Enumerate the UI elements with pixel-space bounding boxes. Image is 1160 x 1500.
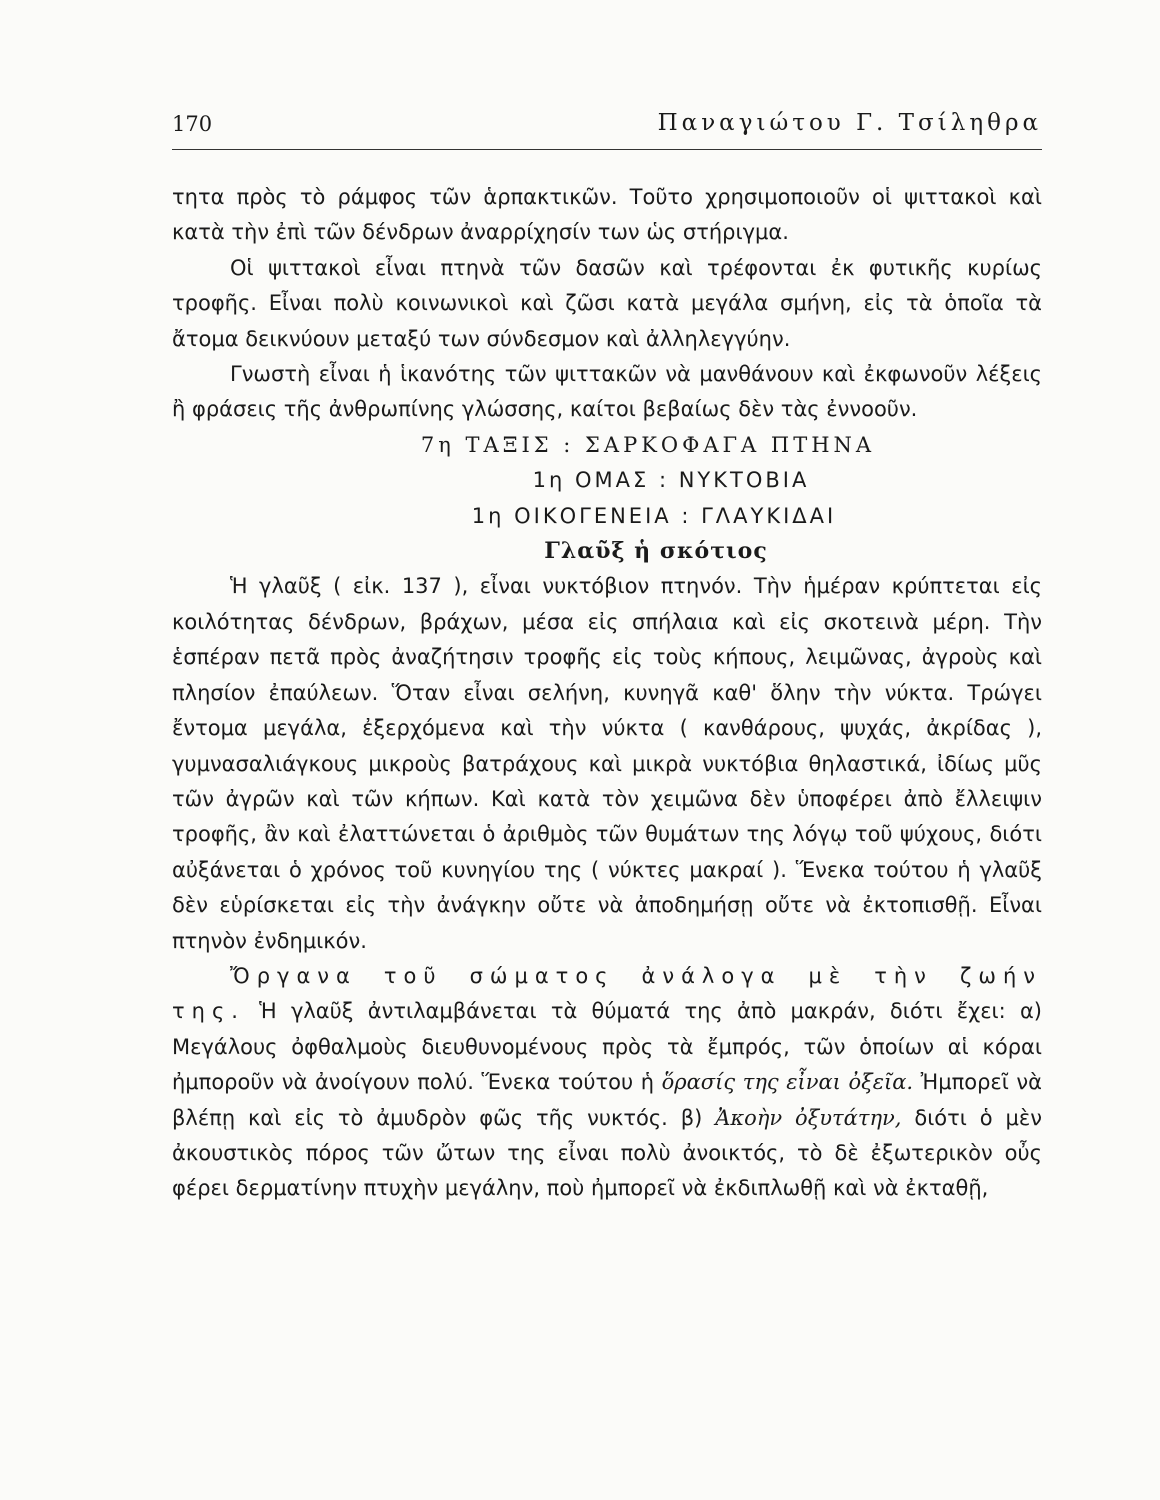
paragraph-parrot-habitat: Οἱ ψιττακοὶ εἶναι πτηνὰ τῶν δασῶν καὶ τρέφονται ἐκ φυτικῆς κυρίως τροφῆς. Εἶναι πολὺ κοινωνικοὶ καὶ ζῶσι κατὰ μεγάλα σμήνη, εἰς τὰ ὁποῖα τὰ ἄτομα δεικνύουν μεταξύ των σύνδεσμον καὶ ἀλληλεγγύην. (172, 255, 1042, 351)
owl-organs-italic-vision: ὅρασίς της εἶναι ὀξεῖα. (661, 1070, 914, 1095)
heading-species: Γλαῦξ ἡ σκότιος (544, 538, 768, 565)
page-header (172, 112, 1042, 148)
paragraph-parrot-beak: τητα πρὸς τὸ ράμφος τῶν ἁρπακτικῶν. Τοῦτο χρησιμοποιοῦν οἱ ψιττακοὶ καὶ κατὰ τὴν ἐπὶ τῶν δένδρων ἀναρρίχησίν των ὡς στήριγμα. (172, 185, 1042, 245)
paragraph-owl-organs (172, 959, 1042, 1207)
heading-family: 1η ΟΙΚΟΓΕΝΕΙΑ : ΓΛΑΥΚΙΔΑΙ (471, 503, 837, 528)
paragraph-parrot-speech: Γνωστὴ εἶναι ἡ ἱκανότης τῶν ψιττακῶν νὰ μανθάνουν καὶ ἐκφωνοῦν λέξεις ἢ φράσεις τῆς ἀνθρωπίνης γλώσσης, καίτοι βεβαίως δὲν τὰς ἐννοοῦν. (172, 362, 1042, 422)
owl-organs-text-c: διότι ὁ μὲν ἀκουστικὸς πόρος τῶν ὤτων της εἶναι πολὺ ἀνοικτός, τὸ δὲ ἐξωτερικὸν οὖς φέρει δερματίνην πτυχὴν μεγάλην, ποὺ ἠμπορεῖ νὰ ἐκδιπλωθῇ καὶ νὰ ἐκταθῇ, (172, 1105, 1042, 1201)
body-text (172, 180, 1042, 1207)
running-head: Παναγιώτου Γ. Τσίληθρα (657, 110, 1042, 136)
paragraph-owl-behaviour: Ἡ γλαῦξ ( εἰκ. 137 ), εἶναι νυκτόβιον πτηνόν. Τὴν ἡμέραν κρύπτεται εἰς κοιλότητας δένδρων, βράχων, μέσα εἰς σπήλαια καὶ εἰς σκοτεινὰ μέρη. Τὴν ἑσπέραν πετᾶ πρὸς ἀναζήτησιν τροφῆς εἰς τοὺς κήπους, λειμῶνας, ἀγροὺς καὶ πλησίον ἐπαύλεων. Ὅταν εἶναι σελήνη, κυνηγᾶ καθ' ὅλην τὴν νύκτα. Τρώγει ἔντομα μεγάλα, ἐξερχόμενα καὶ τὴν νύκτα ( κανθάρους, ψυχάς, ἀκρίδας ), γυμνασαλιάγκους μικροὺς βατράχους καὶ μικρὰ νυκτόβια θηλαστικά, ἰδίως μῦς τῶν ἀγρῶν καὶ τῶν κήπων. Καὶ κατὰ τὸν χειμῶνα δὲν ὑποφέρει ἀπὸ ἔλλειψιν τροφῆς, ἂν καὶ ἐλαττώνεται ὁ ἀριθμὸς τῶν θυμάτων της λόγῳ τοῦ ψύχους, διότι αὐξάνεται ὁ χρόνος τοῦ κυνηγίου της ( νύκτες μακραί ). Ἕνεκα τούτου ἡ γλαῦξ δὲν εὑρίσκεται εἰς τὴν ἀνάγκην οὔτε νὰ ἀποδημήσῃ οὔτε νὰ ἐκτοπισθῇ. Εἶναι πτηνὸν ἐνδημικόν. (172, 574, 1042, 953)
heading-order: 7η ΤΑΞΙΣ : ΣΑΡΚΟΦΑΓΑ ΠΤΗΝΑ (420, 432, 876, 457)
page-number: 170 (172, 112, 213, 136)
heading-group: 1η ΟΜΑΣ : ΝΥΚΤΟΒΙΑ (532, 468, 810, 493)
header-divider (172, 149, 1042, 150)
owl-organs-title: Ὄργανα τοῦ σώματος ἀνάλογα μὲ τὴν ζωήν της. (172, 963, 1042, 1024)
owl-organs-italic-hearing: Ἀκοὴν ὀξυτάτην, (715, 1105, 902, 1130)
owl-organs-text-b: Ἠμπορεῖ νὰ βλέπῃ καὶ εἰς τὸ ἀμυδρὸν φῶς τῆς νυκτός. β) (172, 1070, 1042, 1130)
owl-organs-text-a: Ἡ γλαῦξ ἀντιλαμβάνεται τὰ θύματά της ἀπὸ μακράν, διότι ἔχει: α) Μεγάλους ὀφθαλμοὺς διευθυνομένους πρὸς τὰ ἔμπρός, τῶν ὁποίων αἱ κόραι ἠμποροῦν νὰ ἀνοίγουν πολύ. Ἕνεκα τούτου ἡ (172, 999, 1042, 1095)
